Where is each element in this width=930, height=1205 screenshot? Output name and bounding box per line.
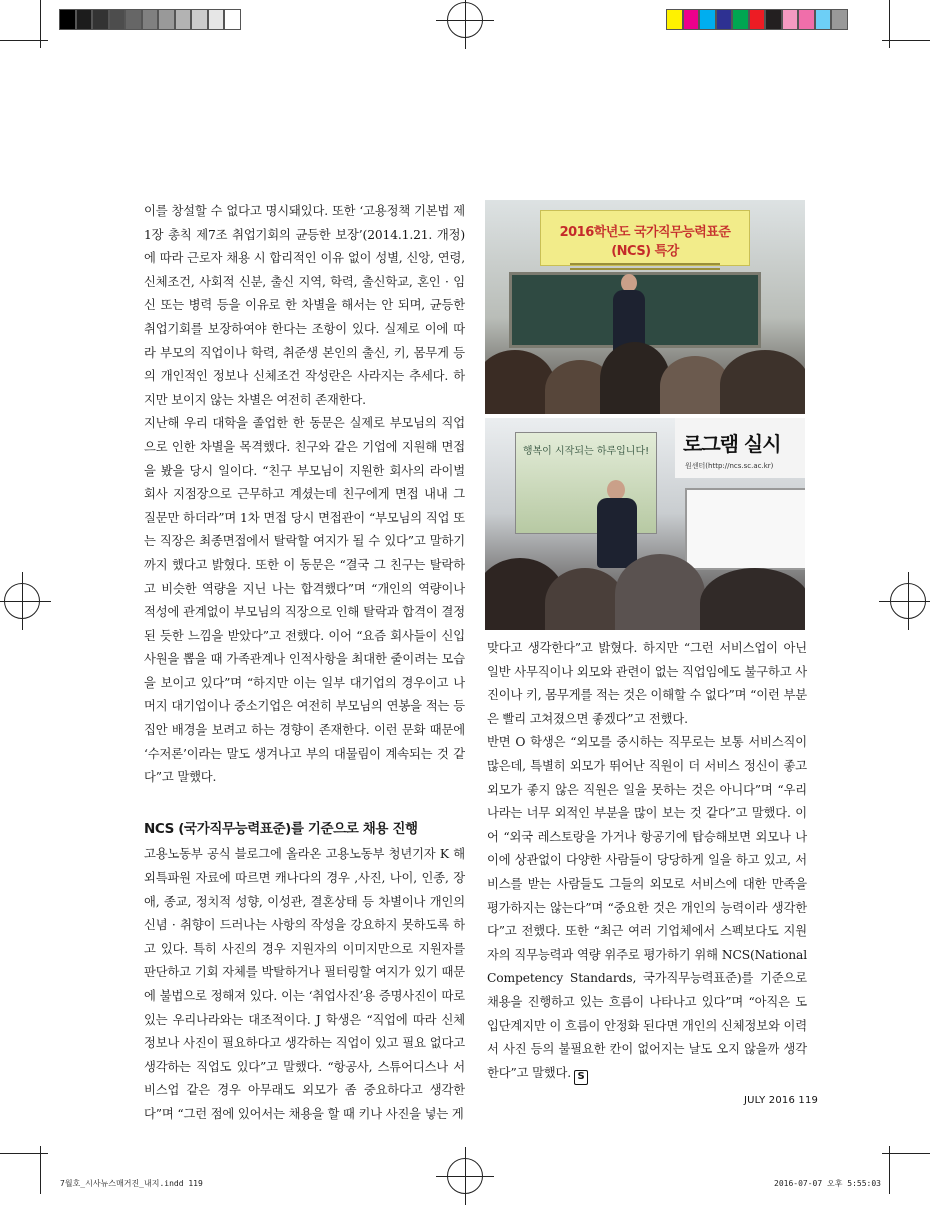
color-swatch	[208, 9, 225, 30]
color-swatch	[59, 9, 76, 30]
article-paragraph: 지난해 우리 대학을 졸업한 한 동문은 실제로 부모님의 직업으로 인한 차별을 목격했다. 친구와 같은 기업에 지원해 면접을 봤을 당시 일이다. “친구 부모님이 지원한 회사의 라이벌 회사 지점장으로 근무하고 계셨는데 친구에게 면접 내내 그 질문만 하더라”며 1차 면접 당시 면접관이 “부모님의 직업 또는 직장은 최종면접에서 탈락할 여지가 될 수 있다”고 말하기까지 했다고 밝혔다. 또한 이 동문은 “결국 그 친구는 탈락하고 비슷한 역량을 지닌 나는 합격했다”며 “개인의 역량이나 적성에 관계없이 부모님의 직장으로 인해 탈락과 합격이 결정된 듯한 느낌을 받았다”고 전했다. 이어 “요즘 회사들이 신입사원을 뽑을 때 가족관계나 인적사항을 최대한 줄이려는 모습을 보이고 있다”며 “하지만 이는 일부 대기업의 경우이고 나머지 대기업이나 중소기업은 여전히 부모님의 연봉을 적는 등 집안 배경을 보려고 하는 경향이 존재한다. 이런 문화 때문에 ‘수저론’이라는 말도 생겨나고 부의 대물림이 계속되는 것 같다”고 말했다.	[144, 416, 465, 785]
audience-member	[720, 350, 805, 414]
lecture-photo-top	[485, 200, 805, 414]
color-swatch	[831, 9, 848, 30]
sign-subtitle: 원센터(http://ncs.sc.ac.kr)	[685, 462, 774, 470]
crop-mark	[0, 1153, 48, 1154]
audience-member	[615, 554, 705, 630]
speaker	[597, 498, 637, 568]
lecture-banner	[540, 210, 750, 266]
screen-text: 행복이 시작되는 하루입니다!	[522, 446, 650, 457]
end-mark-icon: S	[574, 1070, 588, 1085]
program-sign	[675, 418, 805, 478]
color-swatch	[732, 9, 749, 30]
color-swatch	[666, 9, 683, 30]
audience-member	[545, 568, 625, 630]
color-swatch	[109, 9, 126, 30]
color-swatch	[798, 9, 815, 30]
crop-mark	[0, 40, 48, 41]
article-paragraph	[487, 731, 807, 1085]
banner-detail-lines	[570, 263, 720, 270]
slug-timestamp: 2016-07-07 오후 5:55:03	[774, 1179, 881, 1188]
article-left-column	[144, 200, 465, 1127]
audience-member	[700, 568, 805, 630]
color-swatch	[191, 9, 208, 30]
color-swatch	[815, 9, 832, 30]
color-swatch	[92, 9, 109, 30]
color-swatch	[125, 9, 142, 30]
crop-mark	[882, 40, 930, 41]
color-swatch	[716, 9, 733, 30]
registration-mark-bottom	[447, 1158, 483, 1194]
crop-mark	[882, 1153, 930, 1154]
whiteboard	[685, 488, 805, 570]
color-swatch	[699, 9, 716, 30]
color-swatch-bar	[666, 9, 848, 30]
color-swatch	[76, 9, 93, 30]
speaker-head	[607, 480, 625, 500]
color-swatch	[175, 9, 192, 30]
section-heading: NCS (국가직무능력표준)를 기준으로 채용 진행	[144, 820, 418, 837]
article-paragraph-text: 반면 O 학생은 “외모를 중시하는 직무로는 보통 서비스직이 많은데, 특별히 외모가 뛰어난 직원이 더 서비스 정신이 좋고 외모가 좋지 않은 직원은 일을 못하는 것은 아니다”며 “우리나라는 너무 외적인 부분을 많이 보는 것 같다”고 말했다. 이어 “외국 레스토랑을 가거나 항공기에 탑승해보면 외모나 나이에 상관없이 다양한 사람들이 당당하게 일을 하고 있고, 서비스를 받는 사람들도 그들의 외모로 서비스에 대한 만족을 평가하지는 않는다”며 “중요한 것은 개인의 능력이라 생각한다”고 전했다. 또한 “최근 여러 기업체에서 스펙보다도 지원자의 직무능력과 역량 위주로 평가하기 위해 NCS(National Competency Standards, 국가직무능력표준)를 기준으로 채용을 진행하고 있는 흐름이 나타나고 있다”며 “아직은 도입단계지만 이 흐름이 안정화 된다면 개인의 신체정보와 이력서 사진 등의 불필요한 칸이 없어지는 날도 오지 않을까 생각한다”고 말했다.	[487, 735, 807, 1080]
article-paragraph: 이를 창설할 수 없다고 명시돼있다. 또한 ‘고용정책 기본법 제1장 총칙 제7조 취업기회의 균등한 보장’(2014.1.21. 개정)에 따라 근로자 채용 시 합리적인 이유 없이 성별, 신앙, 연령, 신체조건, 사회적 신분, 출신 지역, 학력, 출신학교, 혼인 · 임신 또는 병력 등을 이유로 한 차별을 해서는 안 되며, 균등한 취업기회를 보장하여야 한다는 조항이 있다. 실제로 이에 따라 부모의 직업이나 학력, 취준생 본인의 출신, 키, 몸무게 등의 개인적인 정보나 신체조건 작성란은 사라지는 추세다. 하지만 보이지 않는 차별은 여전히 존재한다.	[144, 204, 465, 407]
color-swatch	[224, 9, 241, 30]
color-swatch	[683, 9, 700, 30]
banner-title: 2016학년도 국가직무능력표준(NCS) 특강	[559, 225, 731, 259]
color-swatch	[158, 9, 175, 30]
slug-filename: 7월호_시사뉴스매거진_내지.indd 119	[60, 1179, 203, 1188]
registration-mark-top	[447, 2, 483, 38]
color-swatch	[782, 9, 799, 30]
registration-mark-right	[890, 583, 926, 619]
sign-title: 로그램 실시	[683, 432, 781, 456]
color-swatch	[765, 9, 782, 30]
color-swatch	[142, 9, 159, 30]
color-swatch	[749, 9, 766, 30]
lecture-photo-bottom	[485, 418, 805, 630]
registration-mark-left	[4, 583, 40, 619]
article-paragraph: 고용노동부 공식 블로그에 올라온 고용노동부 청년기자 K 해외특파원 자료에 따르면 캐나다의 경우 ,사진, 나이, 인종, 장애, 종교, 정치적 성향, 이성관, 결혼상태 등 차별이나 개인의 신념 · 취향이 드러나는 사항의 작성을 강요하지 못하도록 하고 있다. 특히 사진의 경우 지원자의 이미지만으로 지원자를 판단하고 기회 자체를 박탈하거나 필터링할 여지가 있기 때문에 불법으로 정해져 있다. 이는 ‘취업사진’용 증명사진이 따로 있는 우리나라와는 대조적이다. J 학생은 “직업에 따라 신체정보나 사진이 필요하다고 생각하는 직업이 있고 필요 없다고 생각하는 직업도 있다”고 말했다. “항공사, 스튜어디스나 서비스업 같은 경우 아무래도 외모가 좀 중요하다고 생각한다”며 “그런 점에 있어서는 채용을 할 때 키나 사진을 넣는 게	[144, 847, 465, 1121]
article-right-column	[487, 637, 807, 1085]
gray-swatch-bar	[59, 9, 241, 30]
article-paragraph: 맞다고 생각한다”고 밝혔다. 하지만 “그런 서비스업이 아닌 일반 사무직이나 외모와 관련이 없는 직업임에도 불구하고 사진이나 키, 몸무게를 적는 것은 이해할 수 없다”며 “이런 부분은 빨리 고쳐졌으면 좋겠다”고 전했다.	[487, 641, 807, 726]
page-number: JULY 2016 119	[744, 1095, 819, 1106]
